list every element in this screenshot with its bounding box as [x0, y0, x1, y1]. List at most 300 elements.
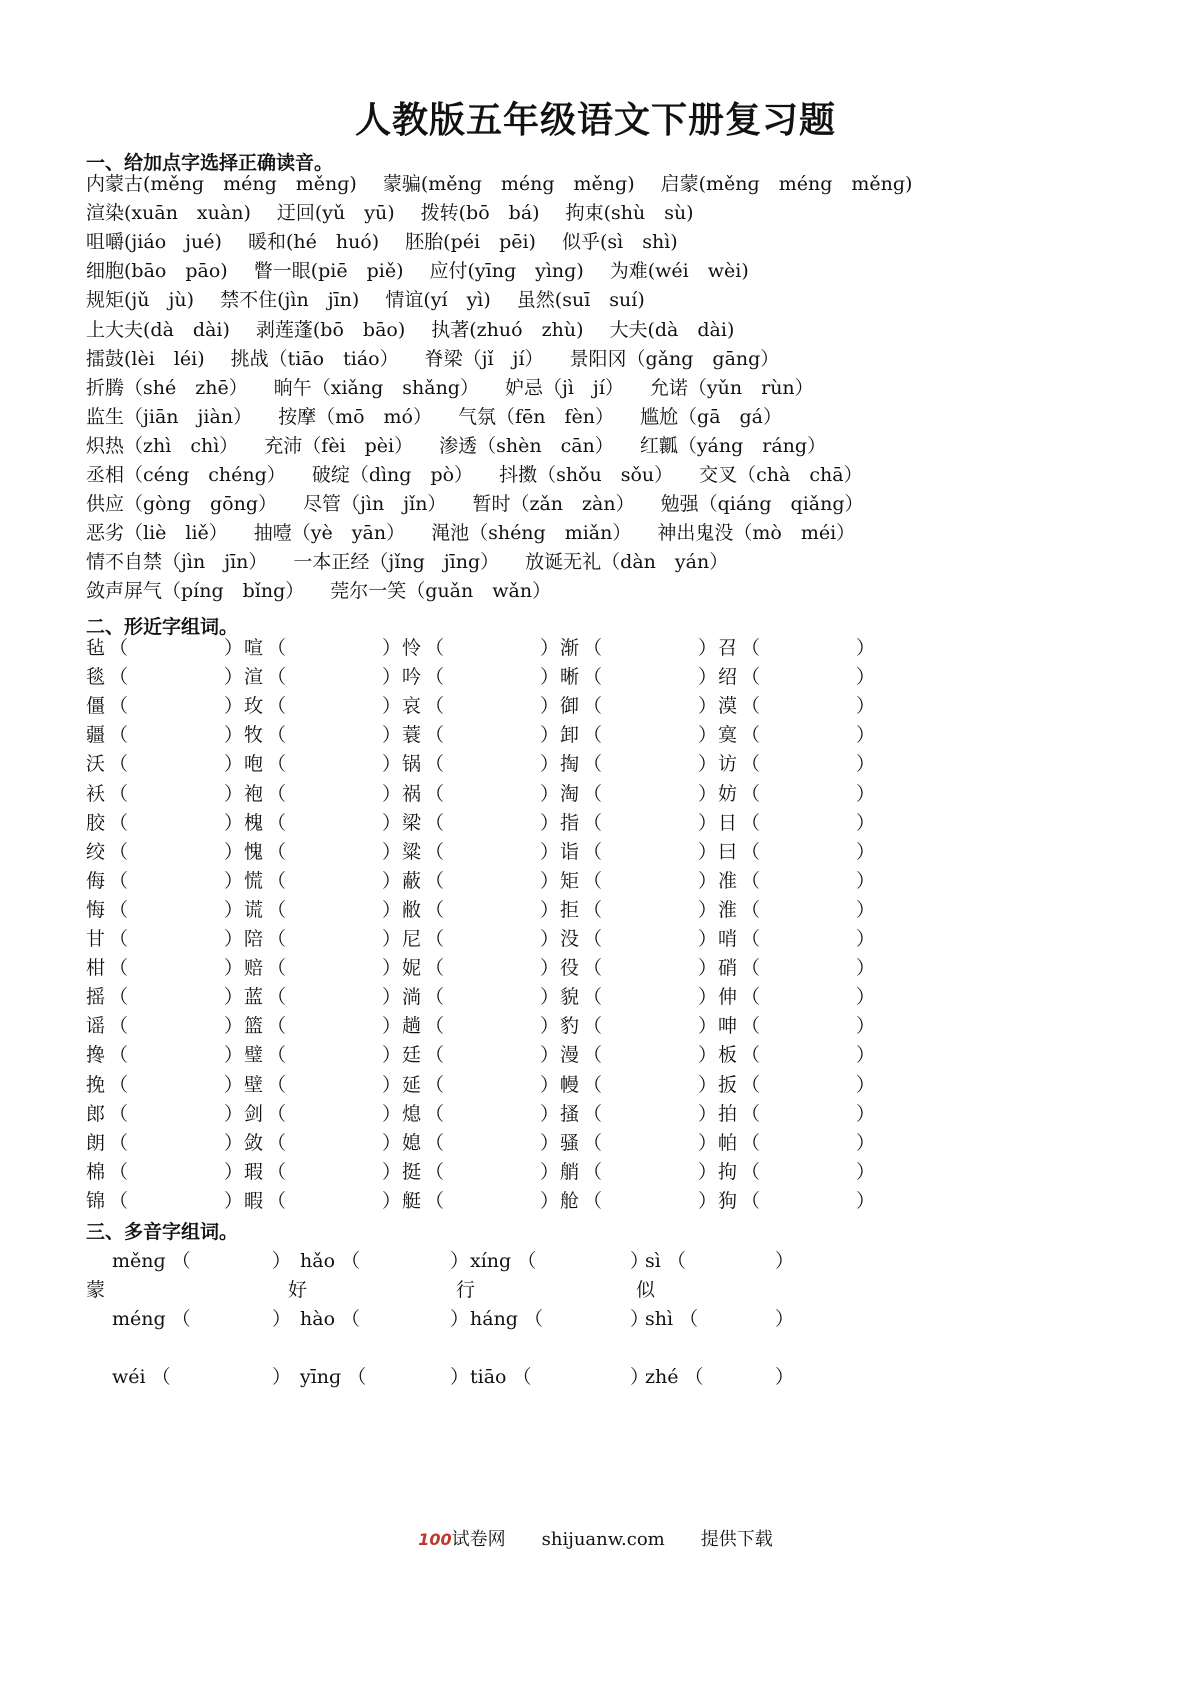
word-cell: [244, 953, 402, 983]
footer-url: shijuanw.com: [541, 1529, 665, 1550]
reading-row: [86, 402, 808, 432]
answer-close-paren: ）: [698, 986, 718, 1009]
word-char: 哀: [402, 695, 422, 718]
word-cell: [244, 1157, 402, 1187]
word-cell: [402, 924, 560, 954]
answer-open-paren: （: [267, 753, 287, 776]
answer-close-paren: ）: [224, 869, 244, 892]
answer-open-paren: （: [267, 1073, 287, 1096]
answer-open-paren: （: [425, 1073, 445, 1096]
answer-open-paren: （: [741, 1015, 761, 1038]
word-cell: [86, 662, 244, 692]
reading-item: 启蒙(měnɡ méng měnɡ): [660, 173, 913, 195]
answer-open-paren: （: [583, 637, 603, 659]
answer-close-paren: ）: [856, 637, 876, 659]
answer-close-paren: ）: [856, 1015, 876, 1038]
answer-open-paren: （: [583, 898, 603, 921]
word-char: 瑕: [244, 1160, 264, 1183]
answer-open-paren: （: [341, 1250, 361, 1272]
answer-close-paren: ）: [382, 986, 402, 1009]
answer-close-paren: ）: [698, 724, 718, 747]
answer-close-paren: ）: [540, 1073, 560, 1096]
word-cell: [402, 1186, 560, 1216]
answer-close-paren: ）: [382, 1102, 402, 1125]
answer-close-paren: ）: [450, 1250, 470, 1272]
word-char: 扳: [718, 1073, 738, 1096]
answer-close-paren: ）: [698, 666, 718, 689]
answer-close-paren: ）: [856, 666, 876, 689]
word-cell: [86, 779, 244, 809]
answer-open-paren: （: [583, 811, 603, 834]
word-char: 廷: [402, 1044, 422, 1067]
answer-close-paren: ）: [540, 898, 560, 921]
answer-open-paren: （: [109, 724, 129, 747]
word-char: 锅: [402, 753, 422, 776]
answer-open-paren: （: [741, 986, 761, 1009]
word-char: 侮: [86, 869, 106, 892]
answer-open-paren: （: [109, 1189, 129, 1212]
reading-item: 尽管（jìn jǐn）: [303, 493, 447, 516]
reading-item: 一本正经（jǐng jīng）: [293, 551, 500, 574]
answer-open-paren: （: [341, 1308, 361, 1330]
footer-site-name: 试卷网: [451, 1529, 506, 1550]
answer-close-paren: ）: [382, 695, 402, 718]
reading-item: 上大夫(dà dài): [86, 318, 230, 341]
answer-open-paren: （: [741, 1044, 761, 1067]
answer-close-paren: ）: [224, 724, 244, 747]
word-cell: [402, 633, 560, 663]
word-cell: [86, 1040, 244, 1070]
word-cell: [560, 1099, 718, 1129]
answer-close-paren: ）: [856, 1102, 876, 1125]
answer-open-paren: （: [583, 666, 603, 689]
answer-open-paren: （: [425, 1160, 445, 1183]
word-char: 卸: [560, 724, 580, 747]
poly-entry: [645, 1246, 795, 1276]
reading-row: [86, 373, 840, 403]
answer-open-paren: （: [425, 782, 445, 805]
word-cell: [718, 895, 876, 925]
reading-row: [86, 547, 754, 577]
answer-close-paren: ）: [224, 753, 244, 776]
answer-open-paren: （: [741, 928, 761, 950]
poly-pinyin: shì: [645, 1308, 674, 1330]
word-cell: [86, 953, 244, 983]
answer-open-paren: （: [267, 811, 287, 834]
reading-item: 交叉（chà chā）: [699, 464, 863, 486]
answer-open-paren: （: [109, 666, 129, 689]
answer-open-paren: （: [109, 1073, 129, 1096]
answer-close-paren: ）: [698, 957, 718, 980]
answer-close-paren: ）: [540, 957, 560, 980]
reading-item: 拘束(shù sù): [565, 202, 694, 225]
reading-item: 虽然(suī suí): [516, 289, 645, 312]
word-char: 牧: [244, 724, 264, 747]
answer-close-paren: ）: [856, 724, 876, 747]
answer-open-paren: （: [425, 928, 445, 950]
answer-close-paren: ）: [224, 1015, 244, 1038]
section1-heading: 一、给加点字选择正确读音。: [86, 152, 334, 174]
word-char: 摇: [86, 986, 106, 1009]
word-cell: [560, 662, 718, 692]
poly-entry: [112, 1304, 292, 1334]
answer-close-paren: ）: [382, 957, 402, 980]
answer-close-paren: ）: [540, 1189, 560, 1212]
answer-close-paren: ）: [856, 869, 876, 892]
word-char: 拘: [718, 1160, 738, 1183]
reading-item: 脊梁（jǐ jí）: [424, 347, 544, 370]
word-char: 梁: [402, 811, 422, 834]
word-cell: [86, 866, 244, 896]
answer-close-paren: ）: [630, 1366, 650, 1388]
answer-open-paren: （: [425, 695, 445, 718]
answer-open-paren: （: [425, 1189, 445, 1212]
answer-open-paren: （: [583, 695, 603, 718]
answer-close-paren: ）: [698, 840, 718, 863]
word-char: 硝: [718, 957, 738, 980]
reading-item: 敛声屏气（píng bǐng）: [86, 580, 305, 603]
answer-open-paren: （: [109, 898, 129, 921]
answer-close-paren: ）: [224, 957, 244, 980]
reading-item: 迂回(yǔ yū): [276, 202, 395, 225]
word-char: 悔: [86, 898, 106, 921]
answer-close-paren: ）: [224, 782, 244, 805]
word-char: 淮: [718, 898, 738, 921]
answer-open-paren: （: [741, 1160, 761, 1183]
word-cell: [560, 1070, 718, 1100]
answer-close-paren: ）: [382, 1131, 402, 1154]
poly-pinyin: měnɡ: [112, 1250, 166, 1272]
answer-close-paren: ）: [630, 1308, 650, 1330]
word-char: 矩: [560, 869, 580, 892]
answer-close-paren: ）: [856, 1131, 876, 1154]
word-cell: [560, 953, 718, 983]
answer-open-paren: （: [267, 1102, 287, 1125]
word-char: 指: [560, 811, 580, 834]
reading-row: [86, 460, 889, 490]
word-cell: [718, 691, 876, 721]
answer-open-paren: （: [151, 1366, 171, 1388]
reading-item: 红瓤（yáng ráng）: [639, 434, 827, 457]
word-cell: [86, 749, 244, 779]
reading-row: [86, 576, 577, 606]
word-char: 尼: [402, 928, 422, 950]
answer-open-paren: （: [267, 957, 287, 980]
word-cell: [560, 749, 718, 779]
answer-close-paren: ）: [540, 753, 560, 776]
poly-entry: [112, 1246, 292, 1276]
word-cell: [244, 982, 402, 1012]
reading-item: 抖擞（shǒu sǒu）: [499, 464, 674, 486]
section2-heading: 二、形近字组词。: [86, 616, 239, 638]
answer-close-paren: ）: [698, 1131, 718, 1154]
answer-close-paren: ）: [224, 695, 244, 718]
word-char: 淌: [402, 986, 422, 1009]
answer-open-paren: （: [512, 1366, 532, 1388]
word-char: 锦: [86, 1189, 106, 1212]
word-char: 召: [718, 637, 738, 659]
answer-open-paren: （: [517, 1250, 537, 1272]
answer-close-paren: ）: [450, 1308, 470, 1330]
answer-close-paren: ）: [698, 1044, 718, 1067]
poly-entry: [645, 1304, 795, 1334]
word-cell: [560, 1040, 718, 1070]
answer-close-paren: ）: [540, 811, 560, 834]
answer-close-paren: ）: [698, 1160, 718, 1183]
answer-close-paren: ）: [382, 869, 402, 892]
answer-open-paren: （: [741, 957, 761, 980]
answer-open-paren: （: [425, 1044, 445, 1067]
reading-item: 应付(yīnɡ yìnɡ): [429, 260, 584, 283]
answer-open-paren: （: [267, 1189, 287, 1212]
answer-open-paren: （: [741, 666, 761, 689]
answer-open-paren: （: [425, 957, 445, 980]
word-cell: [86, 691, 244, 721]
answer-open-paren: （: [267, 1160, 287, 1183]
answer-open-paren: （: [583, 1160, 603, 1183]
word-cell: [718, 1070, 876, 1100]
word-char: 哨: [718, 928, 738, 950]
answer-close-paren: ）: [856, 1160, 876, 1183]
word-char: 剑: [244, 1102, 264, 1125]
answer-open-paren: （: [109, 753, 129, 776]
page-title: 人教版五年级语文下册复习题: [354, 99, 836, 141]
word-cell: [718, 1040, 876, 1070]
word-char: 蔽: [402, 869, 422, 892]
reading-item: 执著(zhuó zhù): [431, 318, 584, 341]
answer-open-paren: （: [425, 898, 445, 921]
answer-close-paren: ）: [382, 1044, 402, 1067]
answer-open-paren: （: [425, 986, 445, 1009]
answer-close-paren: ）: [382, 1073, 402, 1096]
reading-item: 景阳冈（gǎng gāng）: [569, 347, 780, 370]
answer-open-paren: （: [684, 1366, 704, 1388]
reading-item: 情谊(yí yì): [385, 289, 491, 312]
word-cell: [718, 866, 876, 896]
word-cell: [560, 837, 718, 867]
word-cell: [244, 808, 402, 838]
answer-open-paren: （: [425, 869, 445, 892]
word-char: 访: [718, 753, 738, 776]
word-cell: [86, 1070, 244, 1100]
reading-item: 丞相（céng chéng）: [86, 464, 286, 486]
word-cell: [718, 1157, 876, 1187]
word-char: 准: [718, 869, 738, 892]
answer-close-paren: ）: [382, 928, 402, 950]
answer-close-paren: ）: [856, 753, 876, 776]
poly-pinyin: sì: [645, 1250, 661, 1272]
word-cell: [718, 779, 876, 809]
word-cell: [560, 691, 718, 721]
answer-close-paren: ）: [698, 1102, 718, 1125]
answer-open-paren: （: [109, 695, 129, 718]
answer-close-paren: ）: [856, 695, 876, 718]
reading-item: 抽噎（yè yān）: [253, 522, 406, 545]
word-char: 媳: [402, 1131, 422, 1154]
answer-close-paren: ）: [698, 869, 718, 892]
reading-item: 暖和(hé huó): [247, 231, 380, 254]
word-char: 咆: [244, 753, 264, 776]
word-char: 寞: [718, 724, 738, 747]
word-char: 延: [402, 1073, 422, 1096]
word-cell: [718, 662, 876, 692]
poly-char: 行: [456, 1279, 476, 1301]
poly-char: 好: [288, 1279, 308, 1301]
word-char: 挺: [402, 1160, 422, 1183]
reading-item: 渑池（shéng miǎn）: [431, 522, 632, 545]
answer-close-paren: ）: [540, 724, 560, 747]
reading-item: 折腾（shé zhē）: [86, 376, 248, 399]
answer-open-paren: （: [583, 1189, 603, 1212]
answer-open-paren: （: [583, 928, 603, 950]
answer-open-paren: （: [583, 1102, 603, 1125]
reading-item: 按摩（mō mó）: [278, 405, 432, 428]
word-cell: [718, 982, 876, 1012]
word-cell: [402, 1011, 560, 1041]
answer-open-paren: （: [109, 928, 129, 950]
answer-close-paren: ）: [540, 1015, 560, 1038]
footer-logo: 100: [418, 1530, 452, 1549]
word-char: 赔: [244, 957, 264, 980]
word-cell: [244, 662, 402, 692]
reading-item: 细胞(bāo pāo): [86, 260, 228, 283]
word-char: 怜: [402, 637, 422, 659]
word-cell: [718, 808, 876, 838]
word-char: 搔: [560, 1102, 580, 1125]
answer-open-paren: （: [109, 840, 129, 863]
answer-close-paren: ）: [698, 782, 718, 805]
answer-close-paren: ）: [856, 957, 876, 980]
word-cell: [86, 1011, 244, 1041]
answer-close-paren: ）: [540, 1102, 560, 1125]
word-cell: [86, 837, 244, 867]
answer-open-paren: （: [267, 1044, 287, 1067]
answer-close-paren: ）: [540, 1160, 560, 1183]
reading-item: 勉强（qiáng qiǎng）: [660, 493, 864, 516]
answer-open-paren: （: [741, 1131, 761, 1154]
answer-open-paren: （: [109, 1015, 129, 1038]
word-cell: [402, 953, 560, 983]
reading-item: 炽热（zhì chì）: [86, 434, 239, 457]
word-char: 役: [560, 957, 580, 980]
answer-close-paren: ）: [224, 986, 244, 1009]
answer-open-paren: （: [679, 1308, 699, 1330]
word-char: 艇: [402, 1189, 422, 1212]
word-char: 板: [718, 1044, 738, 1067]
word-char: 壁: [244, 1073, 264, 1096]
answer-open-paren: （: [583, 1015, 603, 1038]
reading-item: 规矩(jǔ jù): [86, 289, 195, 312]
answer-open-paren: （: [425, 666, 445, 689]
word-char: 朗: [86, 1131, 106, 1154]
answer-open-paren: （: [583, 869, 603, 892]
answer-close-paren: ）: [382, 1015, 402, 1038]
word-cell: [86, 982, 244, 1012]
reading-item: 破绽（dìng pò）: [311, 464, 474, 486]
word-cell: [402, 749, 560, 779]
answer-open-paren: （: [425, 753, 445, 776]
footer: [0, 1525, 1191, 1551]
answer-open-paren: （: [741, 724, 761, 747]
word-char: 蓑: [402, 724, 422, 747]
word-cell: [86, 633, 244, 663]
answer-close-paren: ）: [382, 1160, 402, 1183]
answer-open-paren: （: [109, 869, 129, 892]
word-char: 呻: [718, 1015, 738, 1038]
word-char: 粱: [402, 840, 422, 863]
word-cell: [560, 1157, 718, 1187]
reading-item: 渗透（shèn cān）: [439, 434, 614, 457]
answer-close-paren: ）: [856, 840, 876, 863]
word-cell: [402, 1128, 560, 1158]
word-char: 豹: [560, 1015, 580, 1038]
answer-close-paren: ）: [382, 782, 402, 805]
answer-close-paren: ）: [775, 1250, 795, 1272]
word-cell: [560, 633, 718, 663]
answer-close-paren: ）: [540, 695, 560, 718]
answer-open-paren: （: [171, 1308, 191, 1330]
answer-open-paren: （: [583, 782, 603, 805]
word-char: 袍: [244, 782, 264, 805]
answer-close-paren: ）: [698, 811, 718, 834]
answer-close-paren: ）: [856, 1044, 876, 1067]
answer-open-paren: （: [267, 869, 287, 892]
answer-open-paren: （: [267, 637, 287, 659]
word-cell: [244, 720, 402, 750]
answer-open-paren: （: [267, 724, 287, 747]
reading-row: [86, 431, 852, 461]
word-cell: [244, 924, 402, 954]
answer-close-paren: ）: [272, 1366, 292, 1388]
word-cell: [86, 1157, 244, 1187]
answer-open-paren: （: [583, 1073, 603, 1096]
word-cell: [402, 662, 560, 692]
answer-close-paren: ）: [540, 666, 560, 689]
word-char: 绍: [718, 666, 738, 689]
answer-close-paren: ）: [224, 666, 244, 689]
word-char: 渲: [244, 666, 264, 689]
answer-open-paren: （: [741, 782, 761, 805]
poly-pinyin: hǎo: [300, 1250, 336, 1272]
answer-close-paren: ）: [224, 637, 244, 659]
word-char: 沃: [86, 753, 106, 776]
poly-pinyin: háng: [470, 1308, 518, 1330]
reading-item: 禁不住(jìn jīn): [220, 289, 360, 312]
word-char: 妨: [718, 782, 738, 805]
reading-item: 莞尔一笑（guǎn wǎn）: [330, 580, 552, 603]
reading-item: 胚胎(péi pēi): [405, 231, 536, 254]
reading-row: [86, 315, 760, 345]
reading-item: 恶劣（liè liě）: [86, 522, 228, 545]
word-char: 狗: [718, 1189, 738, 1212]
answer-close-paren: ）: [856, 898, 876, 921]
word-char: 陪: [244, 928, 264, 950]
word-cell: [560, 779, 718, 809]
word-char: 淘: [560, 782, 580, 805]
answer-open-paren: （: [741, 1073, 761, 1096]
word-cell: [402, 808, 560, 838]
poly-char: 似: [636, 1279, 656, 1301]
reading-item: 擂鼓(lèi léi): [86, 347, 205, 370]
reading-item: 内蒙古(měnɡ méng měnɡ): [86, 173, 357, 195]
word-cell: [244, 1011, 402, 1041]
poly-pinyin: yīnɡ: [300, 1366, 342, 1388]
answer-close-paren: ）: [382, 811, 402, 834]
poly-pinyin: hào: [300, 1308, 336, 1330]
word-char: 谎: [244, 898, 264, 921]
answer-close-paren: ）: [540, 1131, 560, 1154]
answer-close-paren: ）: [540, 869, 560, 892]
